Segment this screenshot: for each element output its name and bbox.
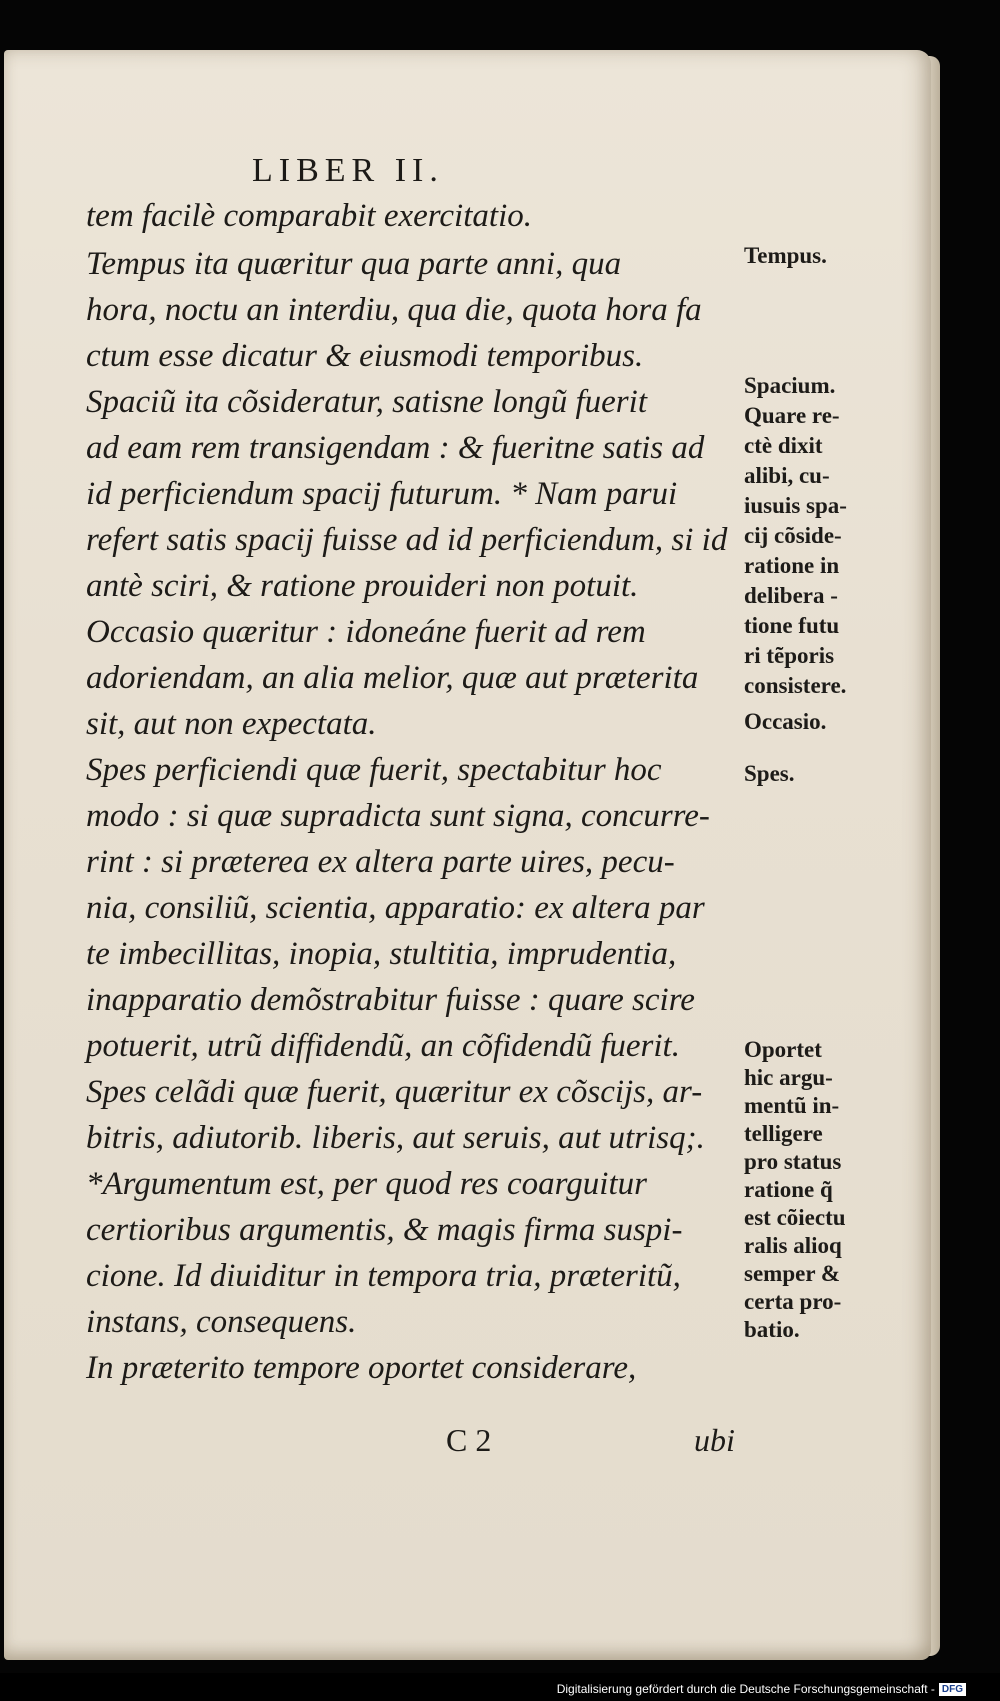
margin-note: batio. [744, 1317, 800, 1342]
text-line: refert satis spacij fuisse ad id perficiendum, si id [86, 522, 728, 558]
margin-note: Spes. [744, 761, 795, 786]
credit-text: Digitalisierung gefördert durch die Deutsche Forschungsgemeinschaft - [556, 1681, 935, 1696]
text-line: bitris, adiutorib. liberis, aut seruis, aut utrisq;. [86, 1120, 705, 1156]
text-line: tem facilè comparabit exercitatio. [86, 198, 532, 234]
margin-note: Tempus. [744, 243, 827, 268]
text-line: nia, consiliũ, scientia, apparatio: ex altera par [86, 890, 705, 926]
text-line: rint : si præterea ex altera parte uires, pecu- [86, 844, 675, 880]
dfg-logo: DFG [939, 1683, 966, 1696]
margin-note: ctè dixit [744, 433, 823, 458]
margin-note: alibi, cu- [744, 463, 830, 488]
margin-note: semper & [744, 1261, 841, 1286]
margin-note: mentũ in- [744, 1093, 840, 1118]
text-line: Occasio quæritur : idoneáne fuerit ad rem [86, 614, 646, 650]
running-head: LIBER II. [252, 152, 444, 189]
margin-note: ri tẽporis [744, 643, 835, 668]
text-line: cione. Id diuiditur in tempora tria, præteritũ, [86, 1258, 681, 1294]
margin-note: iusuis spa- [744, 493, 847, 518]
text-line: sit, aut non expectata. [86, 706, 377, 742]
text-line: hora, noctu an interdiu, qua die, quota hora fa [86, 292, 702, 328]
margin-note: Occasio. [744, 709, 827, 734]
margin-note: Oportet [744, 1037, 822, 1062]
catchword: ubi [694, 1422, 735, 1458]
text-line: inapparatio demõstrabitur fuisse : quare scire [86, 982, 695, 1018]
text-line: potuerit, utrũ diffidendũ, an cõfidendũ fuerit. [86, 1028, 680, 1064]
margin-note: telligere [744, 1121, 823, 1146]
margin-note: Quare re- [744, 403, 840, 428]
text-line: adoriendam, an alia melior, quæ aut præterita [86, 660, 699, 696]
margin-note: pro status [744, 1149, 842, 1174]
text-line: ad eam rem transigendam : & fueritne satis ad [86, 430, 705, 466]
margin-note: certa pro- [744, 1289, 842, 1314]
text-line: instans, consequens. [86, 1304, 357, 1340]
text-line: modo : si quæ supradicta sunt signa, concurre- [86, 798, 710, 834]
margin-note: ratione in [744, 553, 840, 578]
text-line: certioribus argumentis, & magis firma suspi- [86, 1212, 683, 1248]
text-line: In præterito tempore oportet considerare, [86, 1350, 637, 1386]
digitization-credit [557, 1682, 966, 1696]
margin-note: delibera - [744, 583, 838, 608]
margin-note: tione futu [744, 613, 840, 638]
text-line: antè sciri, & ratione prouideri non potuit. [86, 568, 639, 604]
text-line: ctum esse dicatur & eiusmodi temporibus. [86, 338, 644, 374]
margin-note: ralis alioq [744, 1233, 842, 1258]
margin-note: est cõiectu [744, 1205, 846, 1230]
margin-note: hic argu- [744, 1065, 833, 1090]
text-line: Spaciũ ita cõsideratur, satisne longũ fuerit [86, 384, 647, 420]
text-line: te imbecillitas, inopia, stultitia, imprudentia, [86, 936, 677, 972]
text-line: Tempus ita quæritur qua parte anni, qua [86, 246, 622, 282]
margin-note: cij cõside- [744, 523, 842, 548]
text-line: *Argumentum est, per quod res coarguitur [86, 1166, 647, 1202]
margin-note: consistere. [744, 673, 847, 698]
signature-mark: C 2 [446, 1422, 492, 1458]
text-line: id perficiendum spacij futurum. * Nam parui [86, 476, 678, 512]
text-line: Spes celãdi quæ fuerit, quæritur ex cõscijs, ar- [86, 1074, 703, 1110]
margin-note: ratione q̃ [744, 1177, 833, 1202]
text-line: Spes perficiendi quæ fuerit, spectabitur hoc [86, 752, 662, 788]
margin-note: Spacium. [744, 373, 836, 398]
